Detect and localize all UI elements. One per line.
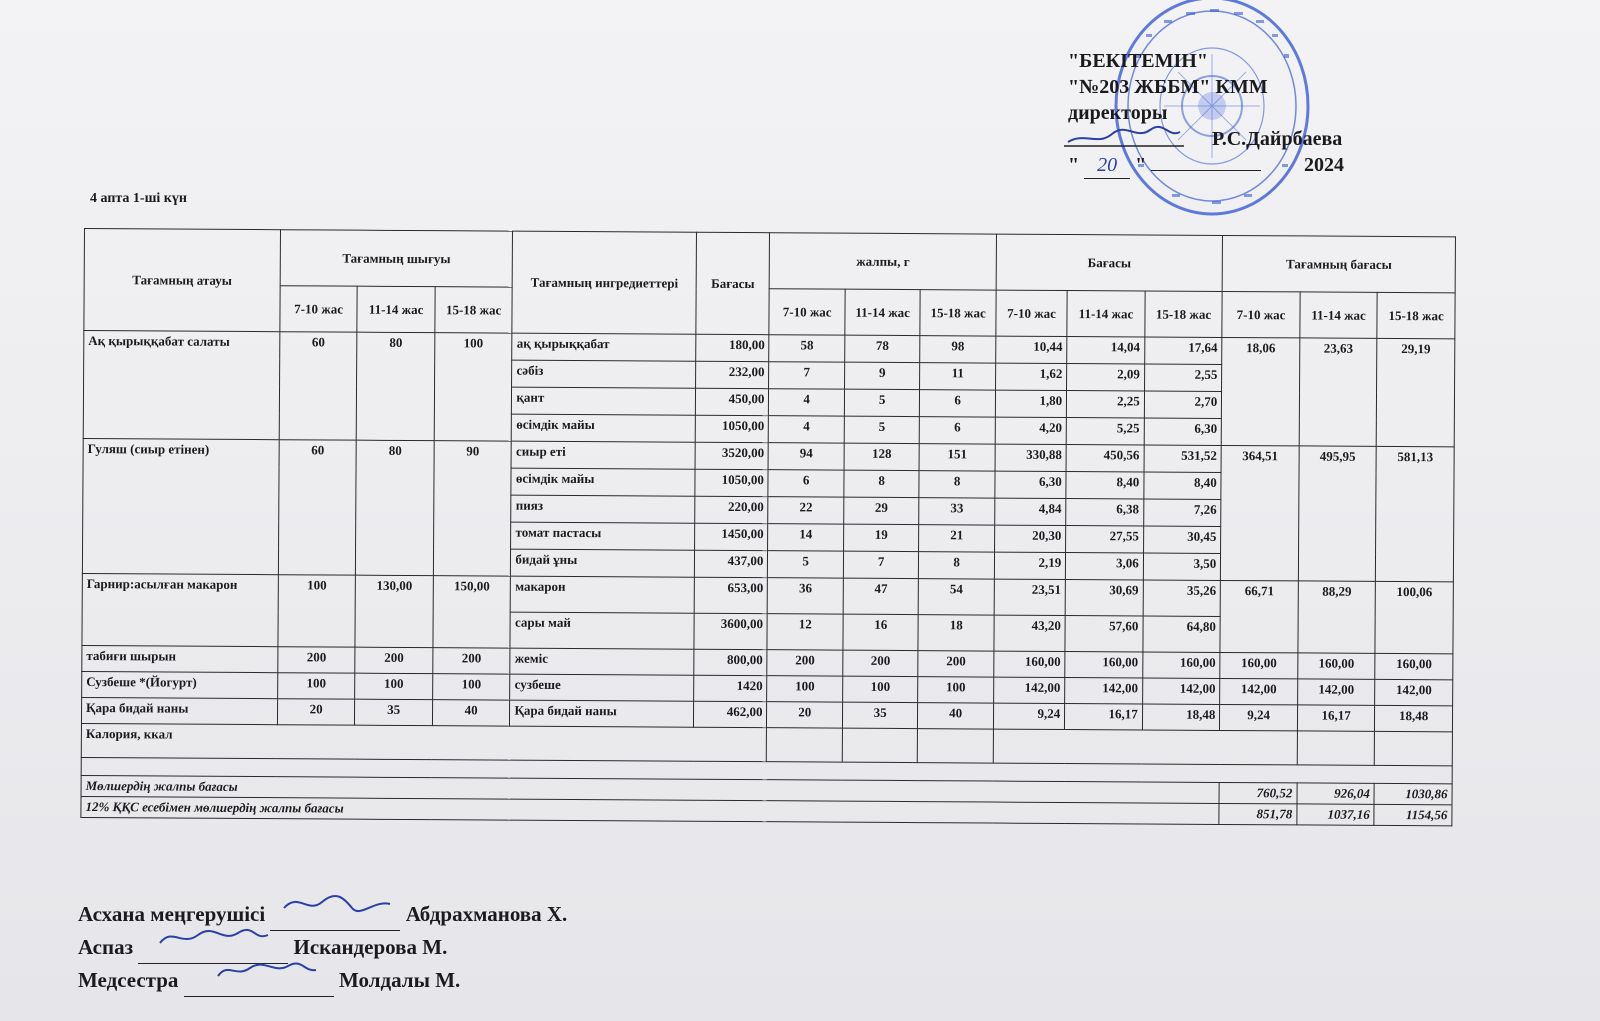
dish-cost: 160,00 (1220, 652, 1298, 678)
dish-name: Гуляш (сиыр етінен) (82, 438, 279, 574)
ingredient-gross: 98 (920, 336, 996, 363)
dish-output: 100 (433, 674, 511, 700)
director-signature-line (1068, 126, 1398, 152)
ingredient-name: өсімдік майы (512, 414, 696, 442)
ingredient-cost: 2,19 (994, 552, 1066, 579)
dish-output: 200 (433, 648, 511, 674)
ingredient-cost: 2,09 (1067, 364, 1145, 391)
ingredient-gross: 35 (842, 702, 918, 728)
signature-name: Искандерова М. (293, 935, 448, 959)
header-age: 11-14 жас (1067, 291, 1145, 337)
dish-output: 150,00 (433, 576, 511, 648)
ingredient-cost: 3,06 (1066, 553, 1144, 580)
ingredient-cost: 6,30 (995, 471, 1067, 498)
week-day-label: 4 апта 1-ші күн (90, 191, 187, 206)
ingredient-cost: 3,50 (1143, 553, 1221, 580)
ingredient-gross: 58 (769, 335, 845, 362)
ingredient-cost: 17,64 (1144, 337, 1222, 364)
dish-cost: 18,06 (1221, 337, 1299, 445)
director-name: Р.С.Дайрбаева (1212, 128, 1343, 150)
ingredient-name: пияз (511, 495, 695, 523)
dish-cost: 9,24 (1220, 704, 1298, 730)
dish-output: 35 (355, 699, 433, 725)
dish-cost: 88,29 (1298, 581, 1376, 653)
dish-name: табиғи шырын (82, 645, 278, 672)
ingredient-name: макарон (511, 576, 695, 613)
ingredient-price: 220,00 (695, 496, 769, 523)
dish-output: 130,00 (355, 575, 433, 647)
ingredient-gross: 20 (767, 702, 843, 728)
header-age: 15-18 жас (920, 290, 996, 336)
dish-cost: 66,71 (1220, 580, 1298, 652)
ingredient-cost: 450,56 (1066, 445, 1144, 472)
ingredient-name: жеміс (510, 648, 694, 675)
ingredient-name: бидай ұны (511, 549, 695, 577)
ingredient-gross: 47 (843, 578, 919, 614)
ingredient-cost: 6,30 (1144, 418, 1222, 445)
ingredient-cost: 16,17 (1065, 704, 1143, 730)
ingredient-gross: 151 (919, 444, 995, 471)
handwritten-signature (274, 888, 394, 918)
ingredient-cost: 18,48 (1142, 704, 1220, 730)
header-age: 7-10 жас (996, 290, 1068, 336)
signature-line (270, 898, 400, 931)
vat-total-value: 1037,16 (1297, 804, 1375, 825)
ingredient-cost: 10,44 (996, 336, 1068, 363)
header-age: 15-18 жас (1377, 292, 1455, 338)
ingredient-cost: 4,84 (995, 498, 1067, 525)
ingredient-gross: 5 (768, 551, 844, 578)
ingredient-gross: 9 (844, 362, 920, 389)
dish-cost: 16,17 (1297, 705, 1375, 731)
dish-output: 100 (434, 333, 512, 441)
ingredient-gross: 11 (920, 363, 996, 390)
ingredient-cost: 142,00 (993, 677, 1065, 703)
dish-output: 100 (277, 673, 355, 699)
dish-output: 200 (355, 647, 433, 673)
ingredient-cost: 27,55 (1066, 526, 1144, 553)
ingredient-cost: 160,00 (1143, 652, 1221, 678)
calorie-label: Калория, ккал (81, 723, 767, 761)
dish-cost: 29,19 (1377, 338, 1455, 446)
ingredient-cost: 2,55 (1144, 364, 1222, 391)
ingredient-gross: 21 (919, 525, 995, 552)
ingredient-gross: 100 (843, 676, 919, 702)
date-close-quote: " (1135, 154, 1147, 176)
ingredient-cost: 6,38 (1066, 499, 1144, 526)
dish-name: Ақ қырыққабат салаты (83, 331, 279, 440)
dish-output: 20 (277, 699, 355, 725)
ingredient-name: сары май (510, 612, 694, 649)
dish-cost: 18,48 (1375, 705, 1453, 731)
ingredient-cost: 2,70 (1144, 391, 1222, 418)
ingredient-cost: 20,30 (994, 525, 1066, 552)
dish-output: 60 (279, 332, 357, 440)
calorie-cell (1297, 731, 1375, 765)
dish-name: Гарнир:асылған макарон (82, 573, 278, 646)
ingredient-gross: 6 (768, 470, 844, 497)
ingredient-gross: 200 (918, 651, 994, 677)
signature-role: Медсестра (78, 968, 179, 992)
total-value: 1030,86 (1374, 783, 1452, 804)
header-age: 11-14 жас (1300, 292, 1378, 338)
dish-output: 200 (278, 647, 356, 673)
vat-total-value: 851,78 (1219, 803, 1297, 824)
ingredient-gross: 5 (844, 389, 920, 416)
ingredient-price: 1450,00 (695, 523, 769, 550)
ingredient-cost: 9,24 (993, 703, 1065, 729)
ingredient-cost: 57,60 (1065, 616, 1143, 652)
calorie-cell (842, 728, 918, 762)
ingredient-cost: 35,26 (1143, 580, 1221, 616)
dish-output: 90 (433, 441, 511, 576)
dish-cost: 142,00 (1297, 679, 1375, 705)
ingredient-cost: 2,25 (1067, 391, 1145, 418)
ingredient-cost: 14,04 (1067, 337, 1145, 364)
ingredient-gross: 7 (843, 551, 919, 578)
signature-role: Асхана меңгерушісі (78, 902, 266, 926)
signature-name: Абдрахманова Х. (405, 902, 568, 926)
ingredient-price: 1420 (694, 675, 768, 701)
ingredient-cost: 142,00 (1142, 678, 1220, 704)
dish-name: Сузбеше *(Йогурт) (82, 671, 278, 698)
dish-cost: 142,00 (1220, 678, 1298, 704)
date-open-quote: " (1068, 154, 1080, 176)
total-label: Мөлшердің жалпы бағасы (81, 775, 1219, 803)
ingredient-name: қант (512, 387, 696, 415)
ingredient-cost: 23,51 (994, 579, 1066, 615)
approval-block (1068, 48, 1398, 178)
calorie-cell (767, 728, 843, 762)
ingredient-cost: 5,25 (1066, 418, 1144, 445)
ingredient-name: томат пастасы (511, 522, 695, 550)
header-age: 15-18 жас (435, 287, 513, 333)
ingredient-gross: 29 (844, 497, 920, 524)
ingredient-price: 180,00 (696, 334, 770, 361)
date-month-line (1151, 170, 1261, 171)
signature-name: Молдалы М. (338, 968, 461, 992)
ingredient-gross: 6 (920, 417, 996, 444)
total-value: 926,04 (1297, 783, 1375, 804)
ingredient-gross: 12 (767, 614, 843, 650)
approval-date (1068, 152, 1398, 178)
dish-cost: 23,63 (1299, 338, 1377, 446)
calorie-cell (993, 729, 1297, 765)
ingredient-price: 232,00 (696, 361, 770, 388)
ingredient-gross: 100 (767, 676, 843, 702)
calorie-cell (1375, 731, 1453, 765)
ingredient-gross: 40 (918, 703, 994, 729)
ingredient-name: сиыр еті (511, 441, 695, 469)
dish-output: 40 (432, 700, 510, 726)
ingredient-gross: 8 (919, 471, 995, 498)
ingredient-cost: 64,80 (1143, 616, 1221, 652)
dish-output: 100 (355, 673, 433, 699)
ingredient-name: Қара бидай наны (510, 700, 694, 727)
vat-total-label: 12% ҚҚС есебімен мөлшердің жалпы бағасы (81, 796, 1219, 824)
approval-organization: "№203 ЖББМ" КММ (1068, 76, 1268, 98)
ingredient-gross: 94 (768, 443, 844, 470)
dish-cost: 160,00 (1375, 653, 1453, 679)
ingredient-price: 3520,00 (695, 442, 769, 469)
ingredient-price: 450,00 (695, 388, 769, 415)
header-age: 11-14 жас (845, 289, 921, 335)
header-cost: Бағасы (996, 234, 1223, 291)
ingredient-gross: 128 (844, 443, 920, 470)
ingredient-gross: 19 (843, 524, 919, 551)
ingredient-name: сузбеше (510, 674, 694, 701)
ingredient-gross: 100 (918, 677, 994, 703)
dish-cost: 142,00 (1375, 679, 1453, 705)
ingredient-price: 1050,00 (695, 415, 769, 442)
dish-cost: 100,06 (1375, 581, 1453, 653)
ingredient-gross: 36 (768, 578, 844, 614)
ingredient-cost: 160,00 (1065, 652, 1143, 678)
ingredient-row (82, 573, 1453, 617)
handwritten-signature (142, 921, 272, 951)
ingredient-name: өсімдік майы (511, 468, 695, 496)
header-age: 15-18 жас (1145, 291, 1223, 337)
ingredient-cost: 4,20 (995, 417, 1067, 444)
header-gross: жалпы, г (770, 233, 997, 290)
date-year: 2024 (1304, 154, 1344, 176)
ingredient-gross: 54 (919, 579, 995, 615)
dish-output: 80 (356, 440, 434, 575)
vat-total-value: 1154,56 (1374, 804, 1452, 825)
ingredient-gross: 18 (918, 615, 994, 651)
header-age: 7-10 жас (1222, 291, 1300, 337)
ingredient-cost: 30,69 (1065, 580, 1143, 616)
ingredient-price: 437,00 (694, 550, 768, 577)
dish-cost: 364,51 (1221, 445, 1299, 580)
signature-role: Аспаз (78, 935, 134, 959)
ingredient-name: ақ қырыққабат (512, 333, 696, 361)
ingredient-cost: 8,40 (1144, 472, 1222, 499)
approval-position: директоры (1068, 102, 1168, 124)
ingredient-gross: 200 (843, 650, 919, 676)
dish-name: Қара бидай наны (81, 697, 277, 724)
signature-row (78, 964, 567, 997)
header-dish-cost: Тағамның бағасы (1222, 235, 1455, 292)
ingredient-price: 1050,00 (695, 469, 769, 496)
ingredient-gross: 14 (768, 524, 844, 551)
date-day: 20 (1084, 152, 1130, 179)
ingredient-gross: 200 (767, 650, 843, 676)
dish-cost: 160,00 (1298, 653, 1376, 679)
ingredient-cost: 531,52 (1144, 445, 1222, 472)
dish-cost: 581,13 (1376, 446, 1454, 581)
ingredient-gross: 8 (919, 552, 995, 579)
calorie-cell (918, 729, 994, 763)
approval-title: "БЕКІТЕМІН" (1068, 50, 1208, 72)
menu-cost-table (80, 228, 1456, 826)
ingredient-cost: 160,00 (994, 651, 1066, 677)
header-age: 7-10 жас (769, 289, 845, 335)
handwritten-signature (188, 954, 318, 984)
signature-line (184, 964, 334, 997)
header-output: Тағамның шығуы (280, 230, 513, 287)
ingredient-gross: 22 (768, 497, 844, 524)
header-dish-name: Тағамның атауы (84, 229, 280, 332)
ingredient-price: 3600,00 (694, 613, 768, 649)
ingredient-cost: 8,40 (1066, 472, 1144, 499)
ingredient-gross: 4 (769, 416, 845, 443)
dish-output: 80 (357, 332, 435, 440)
total-value: 760,52 (1219, 782, 1297, 803)
dish-output: 100 (278, 575, 356, 647)
ingredient-gross: 33 (919, 498, 995, 525)
header-ingredients: Тағамның ингредиеттері (512, 231, 696, 334)
ingredient-gross: 5 (844, 416, 920, 443)
ingredient-cost: 142,00 (1065, 678, 1143, 704)
ingredient-gross: 16 (843, 614, 919, 650)
ingredient-price: 800,00 (694, 649, 768, 675)
ingredient-cost: 30,45 (1143, 526, 1221, 553)
ingredient-price: 462,00 (693, 701, 767, 727)
director-signature (1064, 120, 1184, 150)
dish-output: 60 (278, 440, 356, 575)
header-price: Бағасы (696, 232, 770, 334)
header-age: 11-14 жас (357, 286, 435, 332)
ingredient-gross: 4 (769, 389, 845, 416)
ingredient-gross: 7 (769, 362, 845, 389)
ingredient-price: 653,00 (694, 577, 768, 613)
ingredient-cost: 7,26 (1143, 499, 1221, 526)
ingredient-cost: 1,62 (995, 363, 1067, 390)
dish-cost: 495,95 (1298, 446, 1376, 581)
ingredient-gross: 6 (920, 390, 996, 417)
ingredient-name: сәбіз (512, 360, 696, 388)
signature-row (78, 931, 567, 964)
ingredient-cost: 43,20 (994, 615, 1066, 651)
ingredient-gross: 8 (844, 470, 920, 497)
signatures-block (78, 898, 567, 997)
ingredient-gross: 78 (845, 335, 921, 362)
ingredient-cost: 330,88 (995, 444, 1067, 471)
ingredient-cost: 1,80 (995, 390, 1067, 417)
header-age: 7-10 жас (280, 286, 358, 332)
